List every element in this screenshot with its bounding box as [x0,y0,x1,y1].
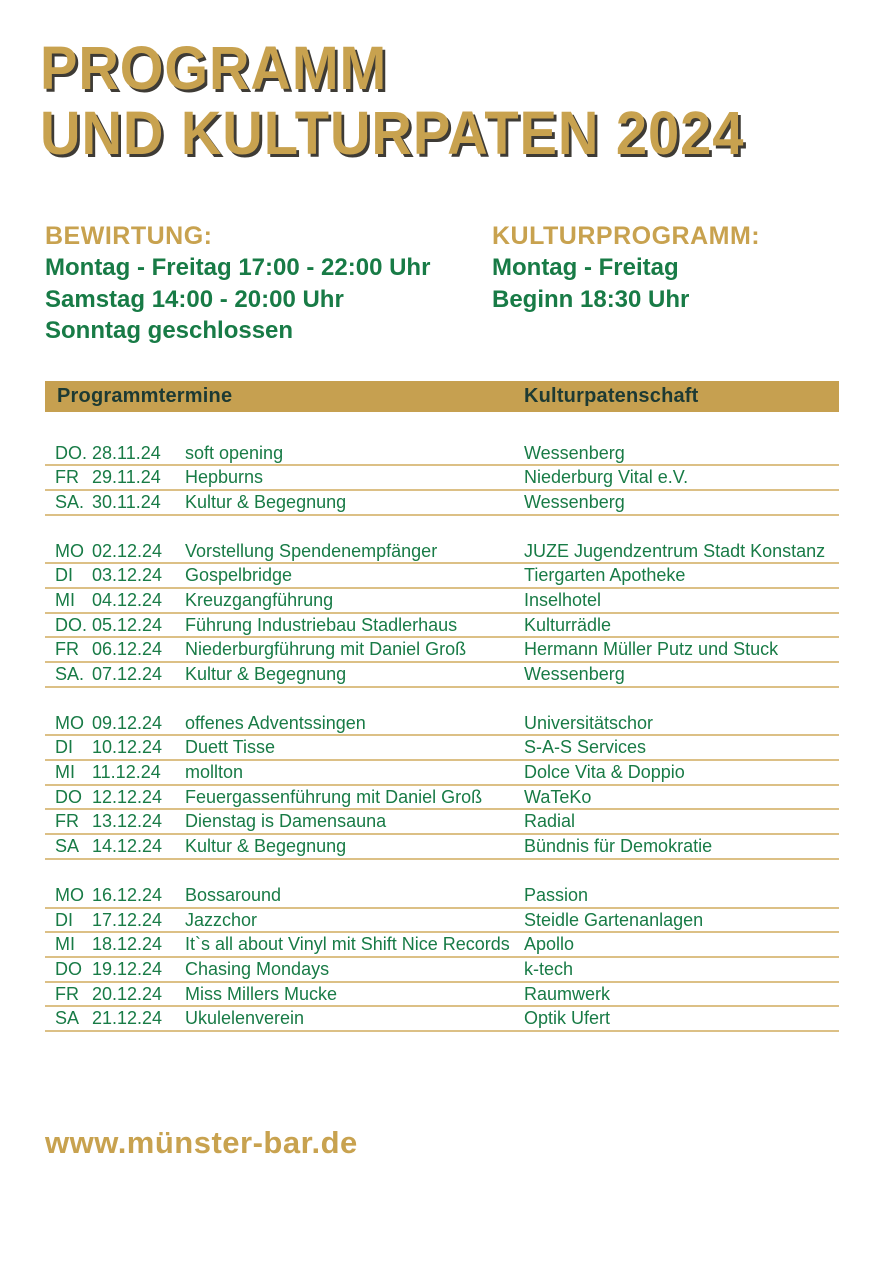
cell-date: 05.12.24 [92,614,163,635]
cell-date: 04.12.24 [92,589,163,610]
cell-patron: Bündnis für Demokratie [524,836,713,857]
bewirtung-line: Sonntag geschlossen [45,317,294,344]
table-row [45,933,839,958]
table-row [45,1007,839,1032]
cell-day: FR [55,983,79,1004]
cell-patron: WaTeKo [524,786,592,807]
cell-date: 03.12.24 [92,565,163,586]
cell-event: offenes Adventssingen [185,712,366,733]
schedule-group [45,712,839,860]
table-row [45,614,839,639]
cell-date: 21.12.24 [92,1008,163,1029]
cell-patron: Apollo [524,934,575,955]
cell-date: 07.12.24 [92,664,163,684]
cell-date: 09.12.24 [92,712,163,733]
cell-day: FR [55,811,79,832]
cell-patron: Optik Ufert [524,1008,611,1029]
cell-day: DI [55,737,73,758]
cell-event: Duett Tisse [185,737,276,758]
kulturprogramm-column [492,220,889,347]
cell-date: 16.12.24 [92,884,163,905]
title-line-2: UND KULTURPATEN 2024 [40,99,745,167]
cell-day: MI [55,934,75,955]
cell-date: 28.11.24 [92,442,161,463]
table-row [45,786,839,811]
table-row [45,638,839,663]
cell-event: Kultur & Begegnung [185,491,347,512]
cell-patron: Raumwerk [524,983,611,1004]
cell-event: Gospelbridge [185,565,293,586]
table-row [45,663,839,688]
cell-event: Bossaround [185,884,282,905]
cell-event: soft opening [185,442,284,463]
cell-event: Vorstellung Spendenempfänger [185,540,438,561]
table-row [45,835,839,860]
cell-patron: Dolce Vita & Doppio [524,762,685,783]
schedule-group [45,540,839,688]
table-row [45,442,839,467]
cell-event: Kultur & Begegnung [185,836,347,857]
cell-day: SA [55,836,80,857]
schedule-group [45,884,839,1032]
cell-patron: Passion [524,884,589,905]
cell-day: MI [55,589,75,610]
cell-day: FR [55,467,79,488]
table-row [45,491,839,516]
cell-event: Führung Industriebau Stadlerhaus [185,614,458,635]
cell-event: Niederburgführung mit Daniel Groß [185,639,467,660]
cell-event: Dienstag is Damensauna [185,811,387,832]
cell-day: DO. [55,614,88,635]
cell-date: 18.12.24 [92,934,163,955]
table-row [45,909,839,934]
cell-event: Kreuzgangführung [185,589,334,610]
bewirtung-line: Montag - Freitag 17:00 - 22:00 Uhr [45,254,431,281]
cell-date: 17.12.24 [92,909,163,930]
cell-patron: S-A-S Services [524,737,647,758]
schedule-body [45,442,839,1032]
schedule-table [45,381,839,1032]
cell-patron: k-tech [524,958,574,979]
table-row [45,958,839,983]
cell-date: 19.12.24 [92,958,163,979]
cell-date: 30.11.24 [92,491,161,512]
cell-patron: Niederburg Vital e.V. [524,467,689,488]
kulturprogramm-line: Beginn 18:30 Uhr [492,285,690,313]
bewirtung-column [45,220,492,347]
cell-day: DO [55,958,82,979]
cell-day: DO. [55,442,88,463]
cell-date: 14.12.24 [92,836,163,857]
cell-date: 13.12.24 [92,811,163,832]
opening-hours-section [45,220,889,347]
table-row [45,761,839,786]
title-line-1: PROGRAMM [40,34,388,102]
cell-patron: Kulturrädle [524,614,612,635]
cell-patron: Steidle Gartenanlagen [524,909,704,930]
cell-event: Hepburns [185,467,264,488]
column-header-programmtermine: Programmtermine [57,384,233,407]
cell-day: DI [55,565,73,586]
cell-event: Chasing Mondays [185,958,330,979]
cell-day: MO [55,712,84,733]
cell-date: 29.11.24 [92,467,161,488]
website-url: www.münster-bar.de [45,1124,358,1160]
table-row [45,564,839,589]
cell-event: mollton [185,762,244,783]
kulturprogramm-heading: KULTURPROGRAMM: [492,222,761,250]
cell-patron: Radial [524,811,576,832]
schedule-group [45,442,839,516]
cell-event: Jazzchor [185,909,258,930]
cell-date: 02.12.24 [92,540,163,561]
table-row [45,810,839,835]
table-row [45,466,839,491]
table-row [45,540,839,565]
cell-day: MO [55,884,84,905]
table-row [45,983,839,1008]
cell-day: MO [55,540,84,561]
cell-event: Ukulelenverein [185,1008,305,1029]
kulturprogramm-line: Montag - Freitag [492,254,679,281]
poster-title [40,36,889,166]
column-header-kulturpatenschaft: Kulturpatenschaft [524,384,699,407]
cell-event: Kultur & Begegnung [185,664,347,684]
table-row [45,712,839,737]
cell-day: SA [55,1008,80,1029]
cell-day: DI [55,909,73,930]
table-row [45,736,839,761]
cell-patron: Inselhotel [524,589,602,610]
cell-patron: JUZE Jugendzentrum Stadt Konstanz [524,540,826,561]
cell-date: 06.12.24 [92,639,163,660]
cell-event: It`s all about Vinyl mit Shift Nice Records [185,934,510,955]
cell-day: SA. [55,491,85,512]
schedule-table-header [45,381,839,412]
cell-patron: Universitätschor [524,712,654,733]
table-row [45,589,839,614]
cell-date: 11.12.24 [92,762,161,783]
cell-event: Feuergassenführung mit Daniel Groß [185,786,483,807]
table-row [45,884,839,909]
cell-date: 20.12.24 [92,983,163,1004]
cell-patron: Tiergarten Apotheke [524,565,686,586]
bewirtung-line: Samstag 14:00 - 20:00 Uhr [45,285,344,313]
cell-day: MI [55,762,75,783]
cell-date: 12.12.24 [92,786,163,807]
cell-day: SA. [55,664,85,684]
cell-event: Miss Millers Mucke [185,983,338,1004]
cell-day: FR [55,639,79,660]
cell-patron: Wessenberg [524,491,625,512]
cell-patron: Wessenberg [524,664,625,684]
cell-date: 10.12.24 [92,737,163,758]
cell-patron: Wessenberg [524,442,625,463]
cell-day: DO [55,786,82,807]
bewirtung-heading: BEWIRTUNG: [45,222,213,250]
cell-patron: Hermann Müller Putz und Stuck [524,639,779,660]
